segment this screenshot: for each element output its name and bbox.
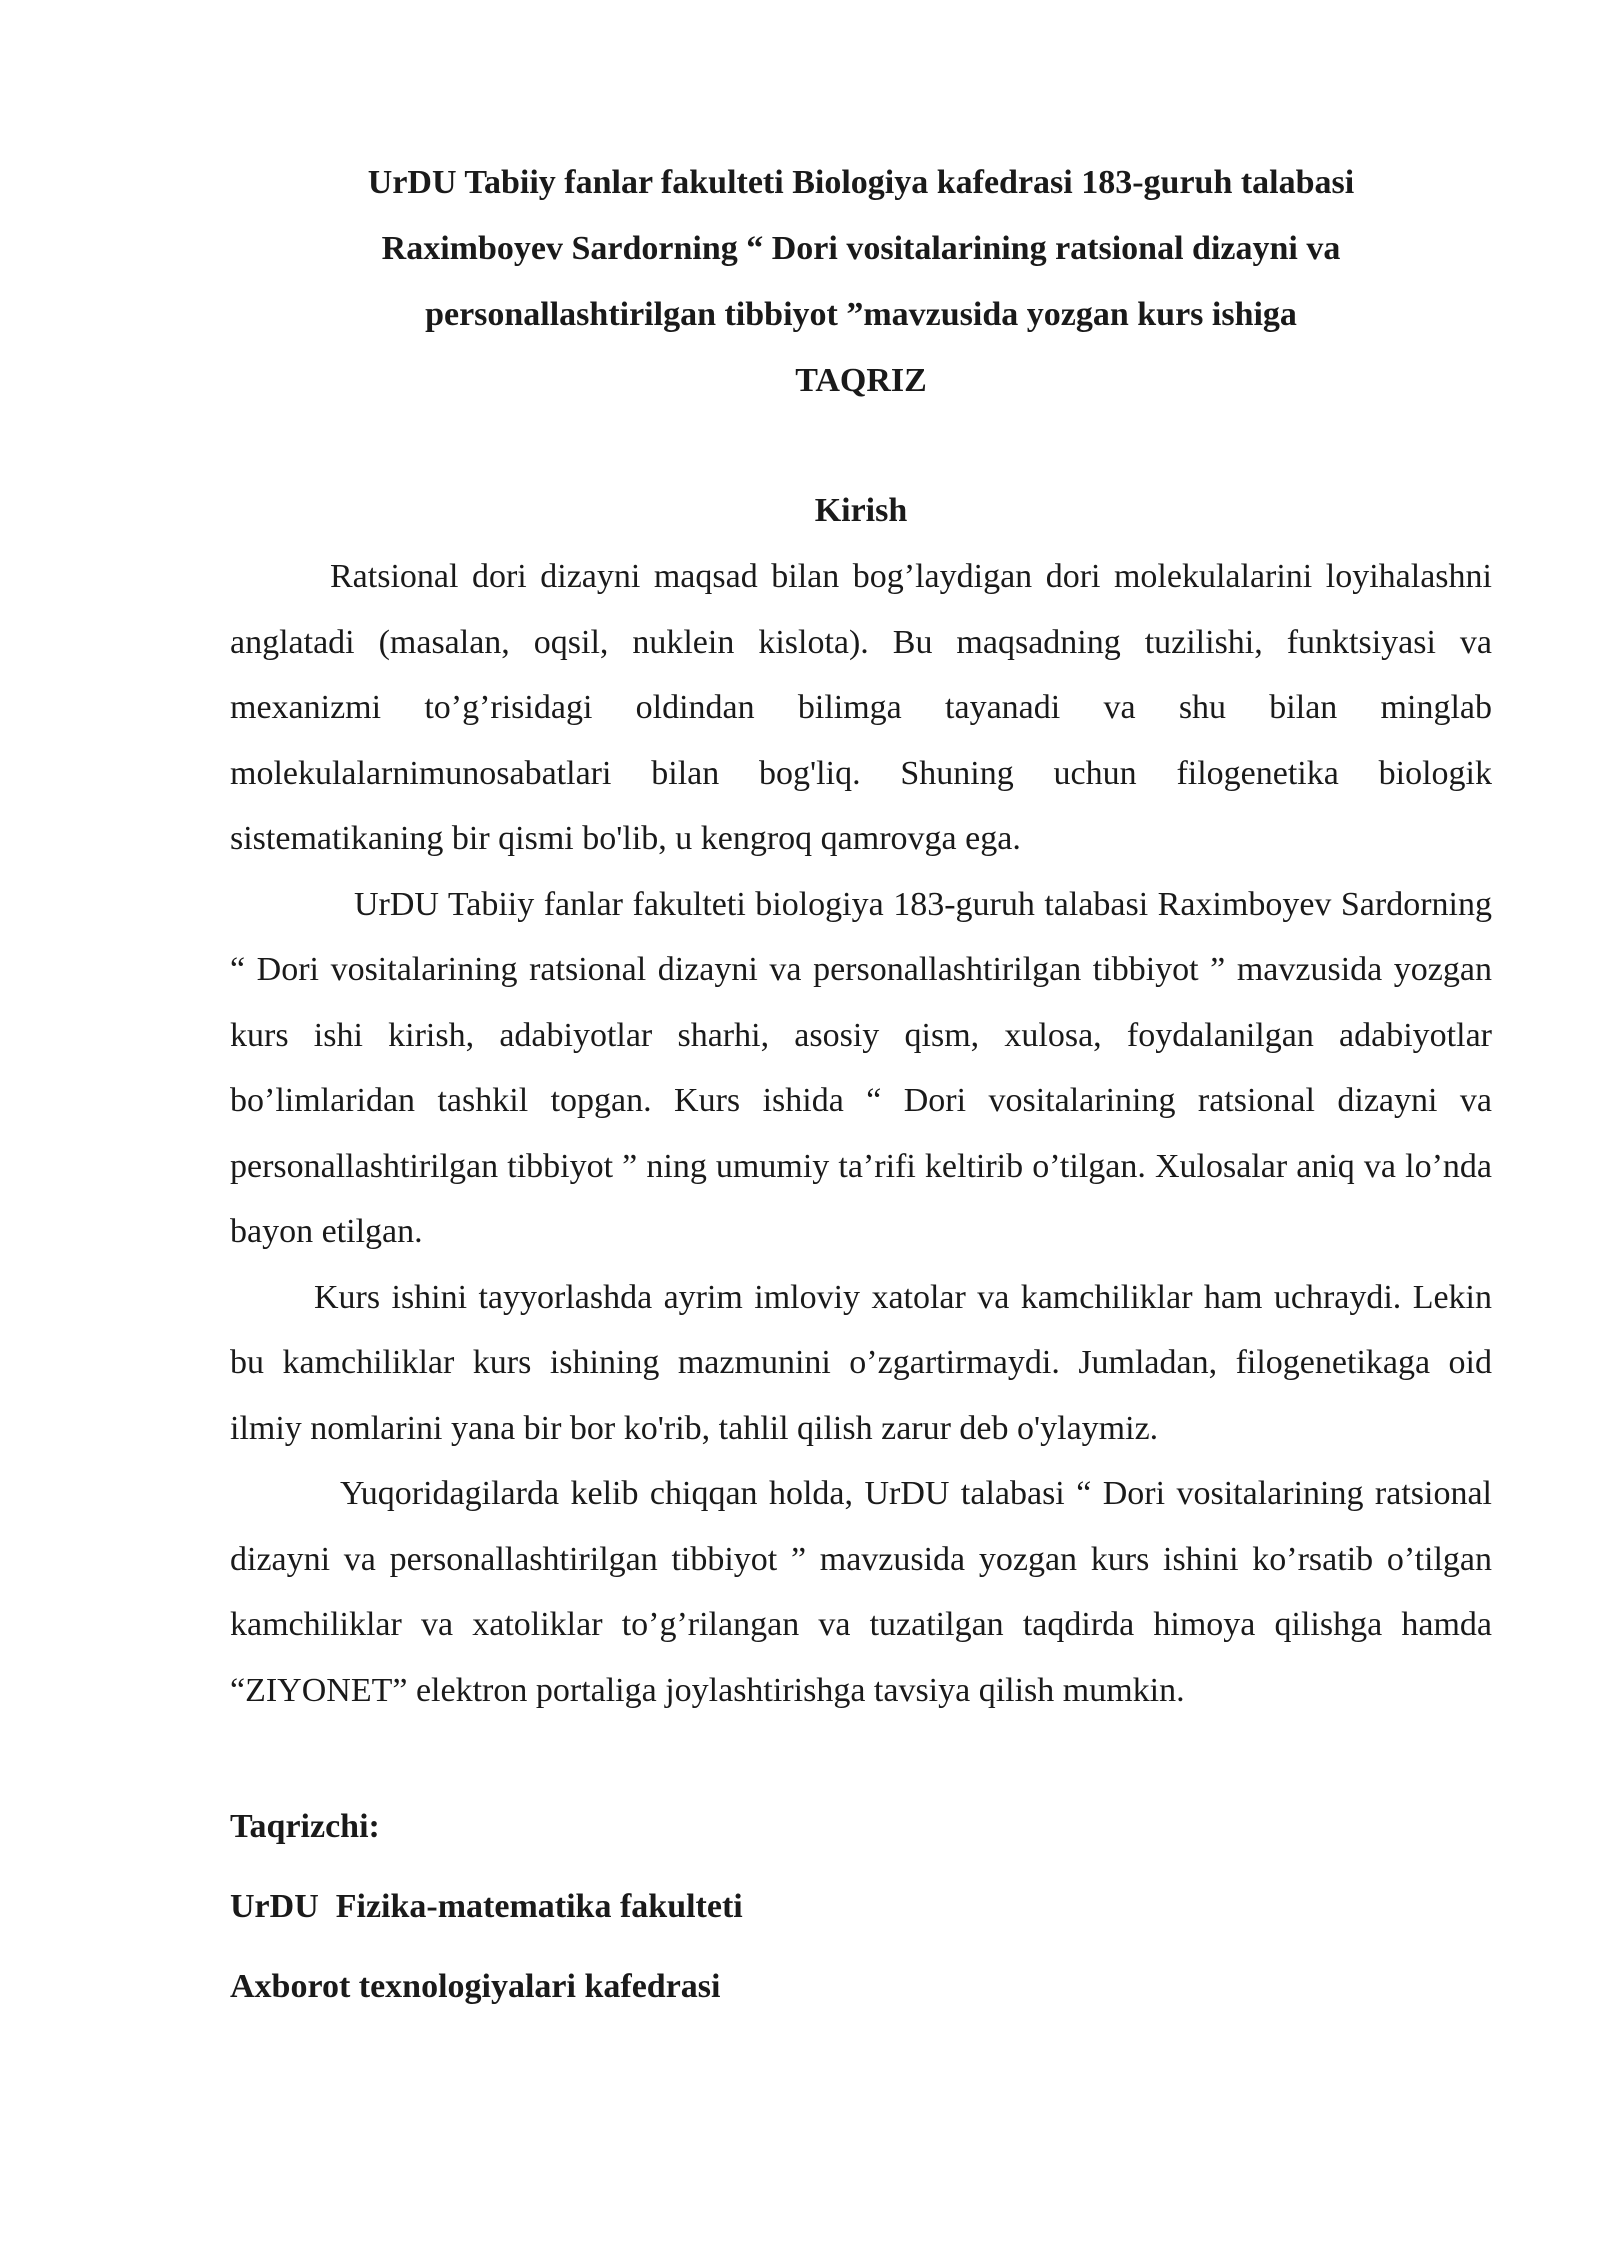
paragraph-4: Yuqoridagilarda kelib chiqqan holda, UrDU talabasi “ Dori vositalarining ratsional dizayni va personallashtirilgan tibbiyot ” mavzusida yozgan kurs ishini ko’rsatib o’tilgan kamchiliklar va xatoliklar to’g’rilangan va tuzatilgan taqdirda himoya qilishga hamda “ZIYONET” elektron portaliga joylashtirishga tavsiya qilish mumkin. — [230, 1475, 1492, 1709]
paragraph-1: Ratsional dori dizayni maqsad bilan bog’laydigan dori molekulalarini loyihalashni anglatadi (masalan, oqsil, nuklein kislota). Bu maqsadning tuzilishi, funktsiyasi va mexanizmi to’g’risidagi oldindan bilimga tayanadi va shu bilan minglab molekulalarnimunosabatlari bilan bog'liq. Shuning uchun filogenetika biologik sistematikaning bir qismi bo'lib, u kengroq qamrovga ega. — [230, 558, 1492, 857]
document-page — [230, 150, 1492, 2027]
reviewer-label: Taqrizchi: — [230, 1808, 380, 1845]
paragraph-3: Kurs ishini tayyorlashda ayrim imloviy xatolar va kamchiliklar ham uchraydi. Lekin bu kamchiliklar kurs ishining mazmunini o’zgartirmaydi. Jumladan, filogenetikaga oid ilmiy nomlarini yana bir bor ko'rib, tahlil qilish zarur deb o'ylaymiz. — [230, 1278, 1492, 1447]
paragraph-2: UrDU Tabiiy fanlar fakulteti biologiya 183-guruh talabasi Raximboyev Sardorning “ Dori vositalarining ratsional dizayni va personallashtirilgan tibbiyot ” mavzusida yozgan kurs ishi kirish, adabiyotlar sharhi, asosiy qism, xulosa, foydalanilgan adabiyotlar bo’limlaridan tashkil topgan. Kurs ishida “ Dori vositalarining ratsional dizayni va personallashtirilgan tibbiyot ” ning umumiy ta’rifi keltirib o’tilgan. Xulosalar aniq va lo’nda bayon etilgan. — [230, 885, 1492, 1250]
reviewer-department: Axborot texnologiyalari kafedrasi — [230, 1968, 721, 2005]
document-heading — [230, 150, 1492, 414]
heading-line-3: personallashtirilgan tibbiyot ”mavzusida yozgan kurs ishiga — [425, 296, 1297, 333]
reviewer-block — [230, 1787, 1492, 2027]
heading-line-2: Raximboyev Sardorning “ Dori vositalarining ratsional dizayni va — [381, 230, 1341, 267]
section-title: Kirish — [814, 492, 908, 529]
document-title: TAQRIZ — [795, 362, 927, 399]
reviewer-faculty: UrDU Fizika-matematika fakulteti — [230, 1888, 743, 1925]
heading-line-1: UrDU Tabiiy fanlar fakulteti Biologiya kafedrasi 183-guruh talabasi — [367, 164, 1355, 201]
